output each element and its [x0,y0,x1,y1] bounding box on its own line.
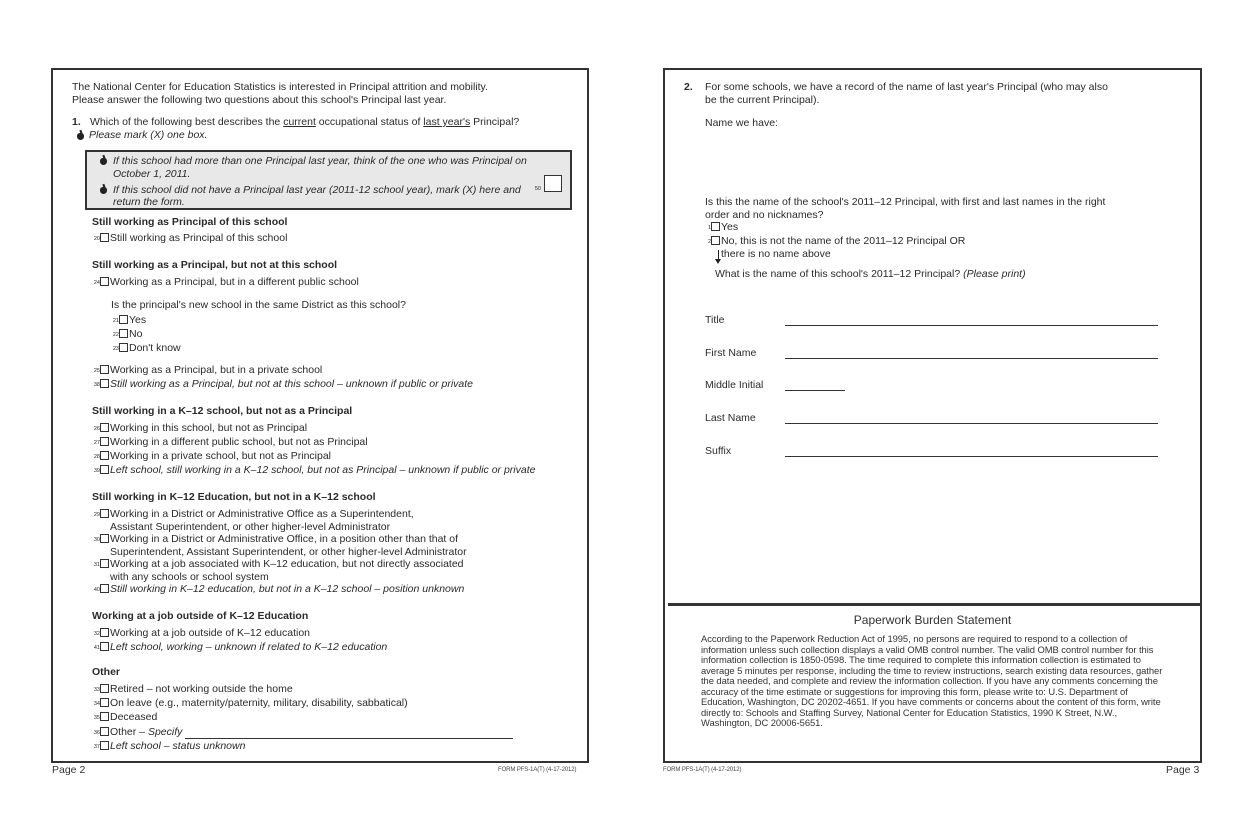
checkbox[interactable] [100,684,109,693]
option-label: Don't know [129,342,181,354]
checkbox[interactable] [119,329,128,338]
section-heading: Still working as Principal of this school [92,216,288,228]
item-code: 40 [93,587,100,593]
option-26[interactable] [92,422,307,435]
option-yes[interactable] [705,221,738,234]
item-code: 31 [93,562,100,568]
option-40[interactable] [92,583,464,596]
middle-initial-input[interactable] [785,390,845,391]
checkbox[interactable] [100,534,109,543]
option-21[interactable] [111,314,146,327]
item-code: 24 [93,280,100,286]
checkbox[interactable] [100,451,109,460]
option-28[interactable] [92,450,331,463]
first-name-input[interactable] [785,358,1158,359]
checkbox[interactable] [100,712,109,721]
instruction-callout [85,150,572,210]
pointing-hand-icon [76,130,85,140]
checkbox[interactable] [100,628,109,637]
name-we-have-label: Name we have: [705,117,778,129]
checkbox[interactable] [100,465,109,474]
burden-title: Paperwork Burden Statement [853,613,1012,627]
option-label: Working as a Principal, but in a different public school [110,276,359,288]
callout-bullet: If this school had more than one Principal last year, think of the one who was Principal on October 1, 2011. [113,155,527,180]
option-33[interactable] [92,683,293,696]
name-confirm-question: Is this the name of the school's 2011–12 Principal, with first and last names in the right order and no nicknames? [705,196,1106,221]
item-code: 26 [93,426,100,432]
option-label: Left school – status unknown [110,740,246,752]
intro-line: Please answer the following two questions about this school's Principal last year. [72,93,447,106]
option-label: Working as a Principal, but in a private school [110,364,323,376]
option-label: Yes [129,314,147,326]
page-number: Page 2 [52,764,86,776]
option-22[interactable] [111,328,142,341]
item-code: 22 [112,332,119,338]
field-label-first-name: First Name [705,347,757,359]
form-id: FORM PFS-1A(T) (4-17-2012) [498,767,577,773]
checkbox[interactable] [100,727,109,736]
specify-input[interactable] [185,729,513,739]
checkbox[interactable] [100,277,109,286]
option-39[interactable] [92,464,535,477]
item-code: 30 [93,537,100,543]
option-36[interactable] [92,726,513,739]
sub-question: Is the principal's new school in the same District as this school? [111,299,406,311]
option-label: On leave (e.g., maternity/paternity, military, disability, sabbatical) [110,697,408,709]
option-label: No [129,328,143,340]
checkbox[interactable] [100,379,109,388]
print-name-question: What is the name of this school's 2011–12 Principal? (Please print) [715,268,1026,280]
option-38[interactable] [92,378,473,391]
divider [668,603,1200,606]
option-label: Other – Specify [110,726,513,739]
burden-statement: According to the Paperwork Reduction Act of 1995, no persons are required to respond to a collection of information unless such collection displays a valid OMB control number. The valid OMB control number for this information collection is 1850-0598. The time required to complete this information collection is estimated to average 5 minutes per response, including the time to review instructions, search existing data resources, gather the data needed, and complete and review the information collection. If you have any comments concerning the accuracy of the time estimate or suggestions for improving this form, please write to: U.S. Department of Education, Washington, DC 20202-4651. If you have comments or concerns about the content of this form, write directly to: Schools and Staffing Survey, National Center for Education Statistics, 1990 K Street, N.W., Washington, DC 20006-5651. [701,633,1163,729]
field-label-middle-initial: Middle Initial [705,379,764,391]
option-label: Yes [721,221,739,233]
option-30[interactable] [92,533,467,559]
checkbox[interactable] [119,343,128,352]
section-heading: Still working in K–12 Education, but not in a K–12 school [92,491,376,503]
intro-line: The National Center for Education Statistics is interested in Principal attrition and mobility. [72,81,488,93]
intro-text [72,81,572,107]
item-code: 34 [93,701,100,707]
instruction [76,129,207,142]
item-code: 21 [112,318,119,324]
option-25[interactable] [92,364,322,377]
option-24[interactable] [92,276,359,289]
item-code: 41 [93,645,100,651]
question-2 [684,81,1144,107]
pointing-hand-icon [99,184,108,194]
section-heading: Other [92,666,121,678]
checkbox[interactable] [100,365,109,374]
section-heading: Still working as a Principal, but not at this school [92,259,338,271]
title-input[interactable] [785,325,1158,326]
option-23[interactable] [111,342,181,355]
item-code: 38 [93,382,100,388]
item-code: 50 [534,186,541,192]
checkbox[interactable] [100,423,109,432]
callout-bullet: If this school did not have a Principal last year (2011-12 school year), mark (X) here and return the form. [113,183,521,209]
question-number: 2. [684,81,693,93]
question-1 [72,116,582,129]
item-code: 2 [707,239,711,245]
checkbox[interactable] [100,584,109,593]
checkbox[interactable] [100,741,109,750]
option-34[interactable] [92,697,408,710]
option-31[interactable] [92,558,464,584]
option-label: Working in this school, but not as Principal [110,422,308,434]
suffix-input[interactable] [785,456,1158,457]
instruction-text: Please mark (X) one box. [89,129,208,141]
option-label: Left school, working – unknown if related to K–12 education [110,641,388,653]
item-code: 27 [93,440,100,446]
question-number: 1. [72,116,81,128]
option-27[interactable] [92,436,368,449]
checkbox[interactable] [100,233,109,242]
checkbox[interactable] [100,509,109,518]
option-35[interactable] [92,711,157,724]
option-label: Working in a District or Administrative Office, in a position other than that of Superintendent, Assistant Superintendent, or other higher-level Administrator [110,533,467,558]
option-label: Still working as a Principal, but not at this school – unknown if public or private [110,378,474,390]
down-arrow-icon [718,250,719,260]
checkbox[interactable] [100,437,109,446]
option-label: Still working in K–12 education, but not in a K–12 school – position unknown [110,583,465,595]
item-code: 33 [93,687,100,693]
field-label-suffix: Suffix [705,445,732,457]
checkbox[interactable] [119,315,128,324]
option-label: Deceased [110,711,158,723]
question-text: Which of the following best describes the current occupational status of last year's Principal? [90,116,520,128]
item-code: 28 [93,454,100,460]
option-label: Working in a private school, but not as Principal [110,450,332,462]
item-code: 35 [93,715,100,721]
field-label-title: Title [705,314,725,326]
checkbox[interactable] [711,236,720,245]
page-number: Page 3 [1166,764,1200,776]
page-3 [663,68,1202,763]
option-20[interactable] [92,232,287,245]
option-label: Working in a District or Administrative Office as a Superintendent, Assistant Superintendent, or other higher-level Administrator [110,508,414,533]
option-label: Working at a job outside of K–12 education [110,627,311,639]
section-heading: Working at a job outside of K–12 Education [92,610,309,622]
question-text: For some schools, we have a record of the name of last year's Principal (who may also be the current Principal). [705,81,1108,106]
option-label: Working in a different public school, but not as Principal [110,436,368,448]
option-32[interactable] [92,627,310,640]
item-code: 29 [93,512,100,518]
last-name-input[interactable] [785,423,1158,424]
item-code: 37 [93,744,100,750]
form-id: FORM PFS-1A(T) (4-17-2012) [663,767,742,773]
option-label: Left school, still working in a K–12 school, but not as Principal – unknown if public or private [110,464,536,476]
option-label: Still working as Principal of this school [110,232,288,244]
item-code: 20 [93,236,100,242]
field-label-last-name: Last Name [705,412,756,424]
checkbox[interactable] [100,559,109,568]
checkbox[interactable] [100,642,109,651]
option-41[interactable] [92,641,387,654]
option-37[interactable] [92,740,245,753]
checkbox[interactable] [711,222,720,231]
page-2 [51,68,589,763]
option-label: Working at a job associated with K–12 education, but not directly associated with any schools or school system [110,558,464,583]
item-code: 23 [112,346,119,352]
item-code: 1 [707,225,711,231]
option-label: No, this is not the name of the 2011–12 Principal OR there is no name above [721,235,966,260]
item-code: 39 [93,468,100,474]
item-code: 25 [93,368,100,374]
pointing-hand-icon [99,155,108,165]
option-no[interactable] [705,235,965,261]
option-label: Retired – not working outside the home [110,683,293,695]
section-heading: Still working in a K–12 school, but not as a Principal [92,405,353,417]
option-29[interactable] [92,508,414,534]
item-code: 32 [93,631,100,637]
item-code: 36 [93,730,100,736]
no-principal-checkbox[interactable] [544,175,562,192]
checkbox[interactable] [100,698,109,707]
